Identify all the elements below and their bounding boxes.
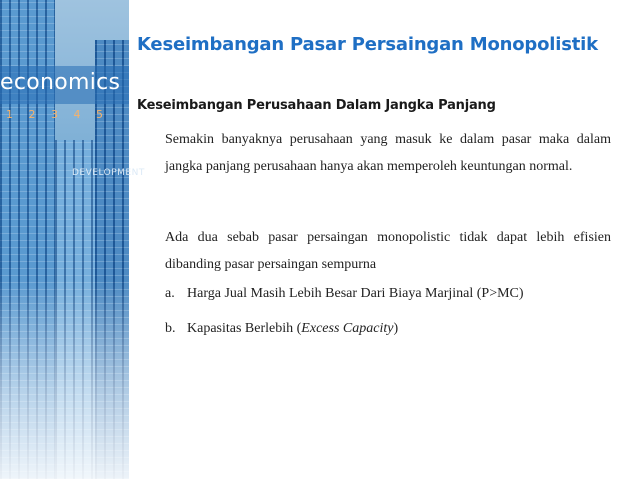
- list-item-label: a.: [165, 286, 175, 301]
- list-item-text: Harga Jual Masih Lebih Besar Dari Biaya Marjinal (P>MC): [187, 286, 524, 301]
- economics-banner-image: [0, 0, 145, 479]
- list-item-label: b.: [165, 321, 176, 336]
- banner-fade: [0, 279, 129, 479]
- list-item: [165, 321, 398, 337]
- banner-numbers: 1 2 3 4 5: [6, 108, 109, 121]
- list-item-suffix: ): [393, 321, 399, 336]
- paragraph-inefficiency: Ada dua sebab pasar persaingan monopolistic tidak dapat lebih efisien dibanding pasar persaingan sempurna: [165, 230, 611, 272]
- list-item-text: Kapasitas Berlebih (: [187, 321, 302, 336]
- list-item-italic-term: Excess Capacity: [301, 321, 394, 336]
- slide-title: Keseimbangan Pasar Persaingan Monopolistik: [137, 34, 598, 55]
- banner-sign: DEVELOPMENT: [72, 168, 145, 178]
- paragraph-normal-profit: Semakin banyaknya perusahaan yang masuk ke dalam pasar maka dalam jangka panjang perusahaan hanya akan memperoleh keuntungan normal.: [165, 132, 611, 174]
- list-item: [165, 286, 524, 302]
- banner-word: economics: [0, 70, 121, 95]
- slide-subtitle: Keseimbangan Perusahaan Dalam Jangka Panjang: [137, 98, 496, 113]
